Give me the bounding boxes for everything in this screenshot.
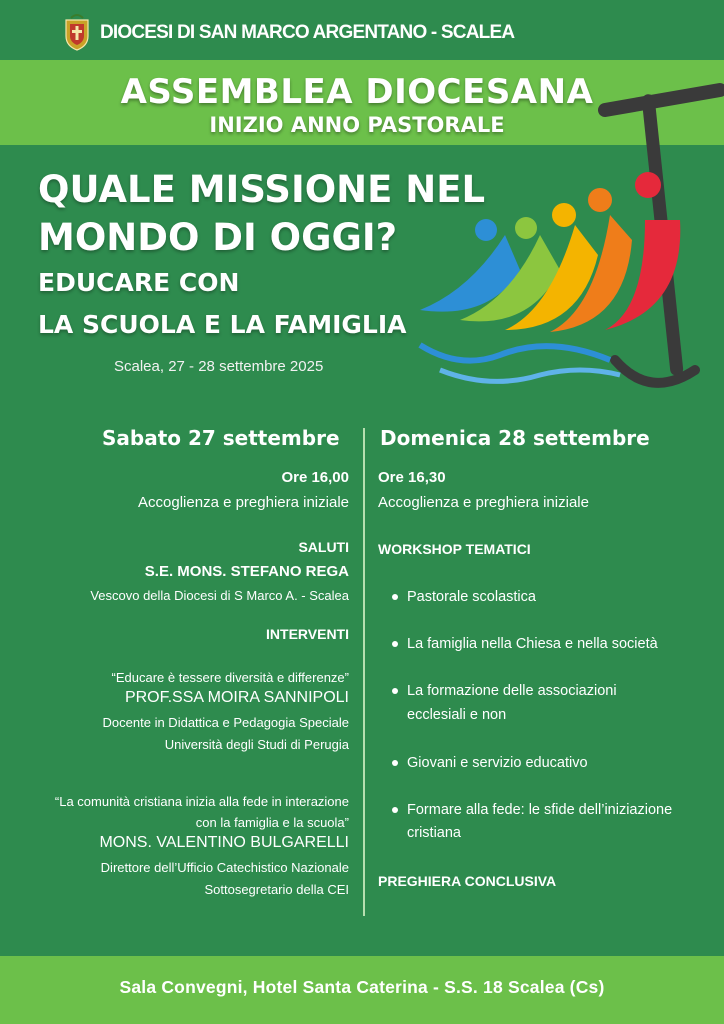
bullet-icon bbox=[392, 760, 398, 766]
talk2-role-2: Sottosegretario della CEI bbox=[204, 882, 349, 897]
talk1-speaker: PROF.SSA MOIRA SANNIPOLI bbox=[124, 689, 349, 706]
subheadline-line-1: EDUCARE CON bbox=[38, 268, 240, 297]
event-subtitle: INIZIO ANNO PASTORALE bbox=[209, 113, 505, 137]
workshop-item: Giovani e servizio educativo bbox=[407, 755, 588, 771]
workshop-item-continued: ecclesiali e non bbox=[407, 707, 507, 723]
workshop-item-continued: cristiana bbox=[407, 825, 461, 841]
workshop-heading: WORKSHOP TEMATICI bbox=[378, 541, 531, 557]
bullet-icon bbox=[392, 807, 398, 813]
interventi-heading: INTERVENTI bbox=[266, 626, 349, 642]
closing-prayer: PREGHIERA CONCLUSIVA bbox=[378, 873, 557, 889]
talk1-role-1: Docente in Didattica e Pedagogia Speciale bbox=[102, 715, 349, 730]
column-divider bbox=[363, 428, 365, 916]
saturday-welcome: Accoglienza e preghiera iniziale bbox=[138, 494, 349, 511]
venue: Sala Convegni, Hotel Santa Caterina - S.S. 18 Scalea (Cs) bbox=[119, 977, 605, 997]
sunday-welcome: Accoglienza e preghiera iniziale bbox=[378, 494, 589, 511]
talk2-title-2: con la famiglia e la scuola” bbox=[195, 815, 349, 830]
saturday-heading: Sabato 27 settembre bbox=[102, 426, 340, 450]
talk1-title: “Educare è tessere diversità e differenze” bbox=[111, 670, 349, 685]
talk2-role-1: Direttore dell’Ufficio Catechistico Nazionale bbox=[100, 860, 349, 875]
bishop-name: S.E. MONS. STEFANO REGA bbox=[144, 563, 349, 580]
headline-line-1: QUALE MISSIONE NEL bbox=[38, 168, 486, 211]
headline-line-2: MONDO DI OGGI? bbox=[38, 216, 398, 259]
event-title: ASSEMBLEA DIOCESANA bbox=[120, 72, 594, 112]
workshop-item: Formare alla fede: le sfide dell’iniziazione bbox=[407, 802, 673, 818]
diocese-crest-icon bbox=[62, 12, 92, 52]
workshop-item: La famiglia nella Chiesa e nella società bbox=[407, 636, 658, 652]
talk2-title-1: “La comunità cristiana inizia alla fede in interazione bbox=[54, 794, 349, 809]
workshop-item: Pastorale scolastica bbox=[407, 589, 536, 605]
bishop-role: Vescovo della Diocesi di S Marco A. - Scalea bbox=[90, 588, 349, 603]
event-dates: Scalea, 27 - 28 settembre 2025 bbox=[114, 358, 324, 375]
bullet-icon bbox=[392, 641, 398, 647]
bullet-icon bbox=[392, 688, 398, 694]
jubilee-logo-icon bbox=[400, 70, 724, 410]
talk1-role-2: Università degli Studi di Perugia bbox=[164, 737, 349, 752]
workshop-item: La formazione delle associazioni bbox=[407, 683, 617, 699]
bullet-icon bbox=[392, 594, 398, 600]
subheadline-line-2: LA SCUOLA E LA FAMIGLIA bbox=[38, 310, 407, 339]
diocese-name: DIOCESI DI SAN MARCO ARGENTANO - SCALEA bbox=[100, 22, 515, 43]
sunday-heading: Domenica 28 settembre bbox=[380, 426, 650, 450]
saturday-time: Ore 16,00 bbox=[281, 469, 349, 486]
saluti-heading: SALUTI bbox=[298, 539, 349, 555]
talk2-speaker: MONS. VALENTINO BULGARELLI bbox=[99, 834, 349, 851]
sunday-time: Ore 16,30 bbox=[378, 469, 446, 486]
